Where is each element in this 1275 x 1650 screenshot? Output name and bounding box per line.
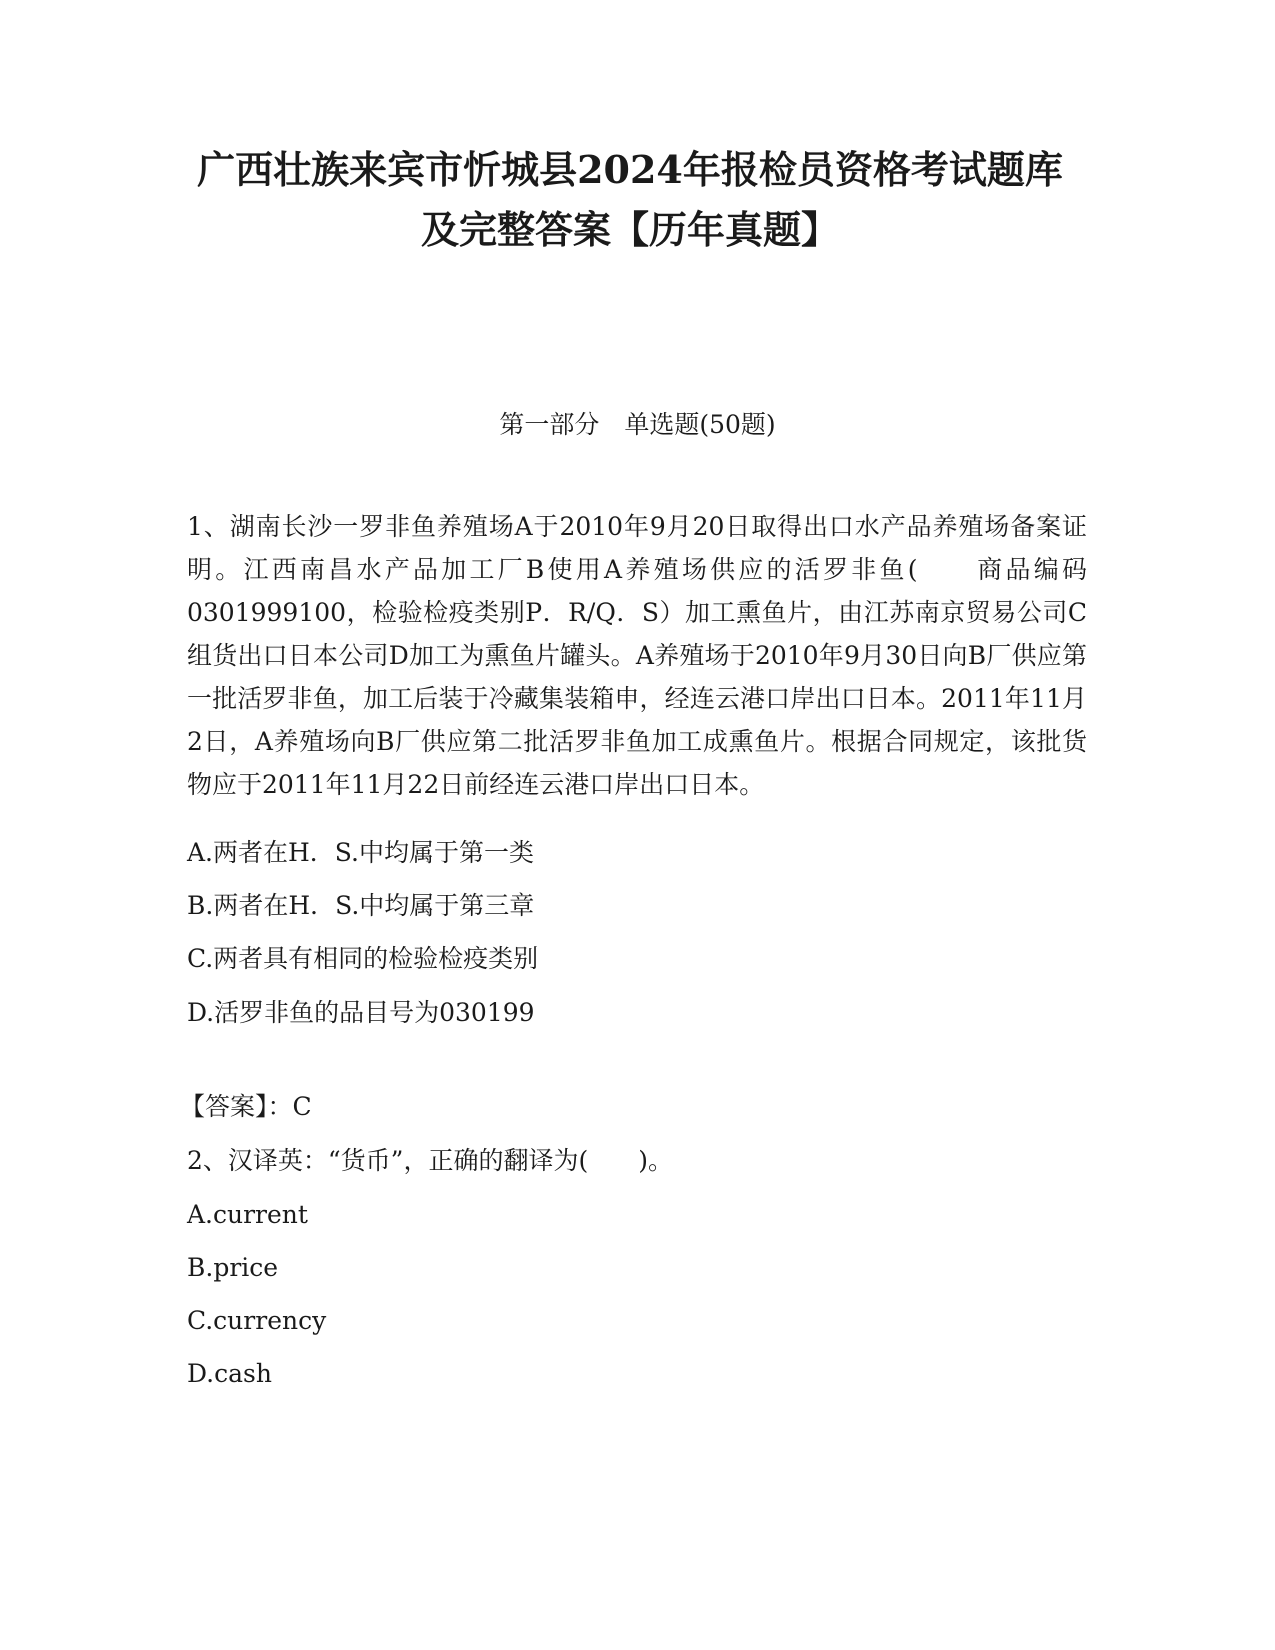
question-1-answer: 【答案】：C: [180, 1092, 312, 1121]
question-2-option-b: B.price: [187, 1253, 279, 1282]
document-title: 广西壮族来宾市忻城县2024年报检员资格考试题库及完整答案【历年真题】: [197, 147, 1063, 252]
question-1-option-a: A.两者在H．S.中均属于第一类: [187, 838, 534, 867]
question-2-stem: 2、汉译英：“货币”，正确的翻译为( )。: [187, 1146, 673, 1175]
question-1-option-d: D.活罗非鱼的品目号为030199: [187, 998, 535, 1027]
question-1-option-b: B.两者在H．S.中均属于第三章: [187, 891, 535, 920]
question-2-option-d: D.cash: [187, 1359, 272, 1388]
question-2-option-a: A.current: [187, 1200, 308, 1229]
question-1-stem: 1、湖南长沙一罗非鱼养殖场A于2010年9月20日取得出口水产品养殖场备案证明。江西南昌水产品加工厂B使用A养殖场供应的活罗非鱼( 商品编码0301999100，检验检疫类别P．R/Q．S）加工熏鱼片，由江苏南京贸易公司C组货出口日本公司D加工为熏鱼片罐头。A养殖场于2010年9月30日向B厂供应第一批活罗非鱼，加工后装于冷藏集装箱申，经连云港口岸出口日本。2011年11月2日，A养殖场向B厂供应第二批活罗非鱼加工成熏鱼片。根据合同规定，该批货物应于2011年11月22日前经连云港口岸出口日本。: [187, 512, 1087, 799]
section-heading: 第一部分 单选题(50题): [499, 410, 776, 439]
question-2-option-c: C.currency: [187, 1306, 327, 1335]
question-1-option-c: C.两者具有相同的检验检疫类别: [187, 944, 539, 973]
